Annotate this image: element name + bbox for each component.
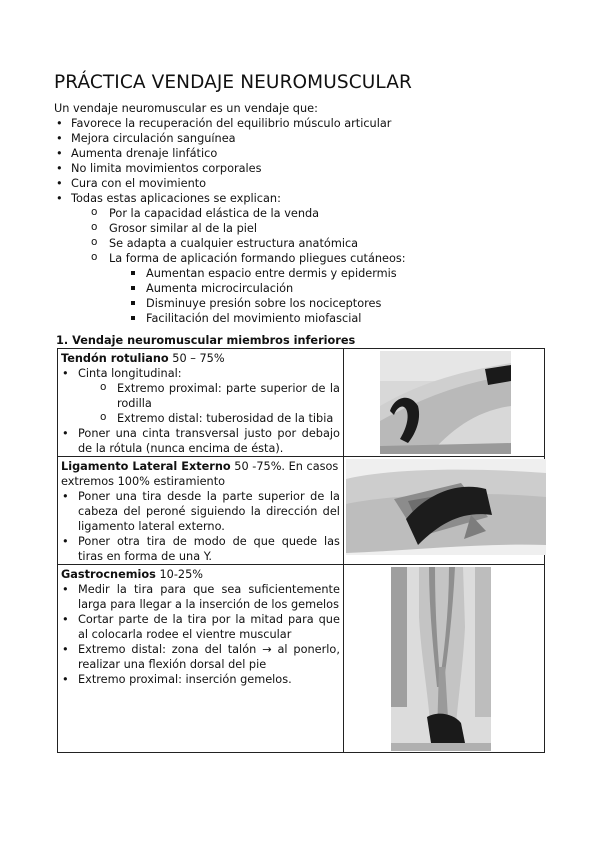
row-title [61, 459, 340, 489]
list-item: • Favorece la recuperación del equilibrio músculo articular [54, 116, 554, 131]
calf-taping-photo [391, 567, 491, 751]
section-heading: 1. Vendaje neuromuscular miembros inferiores [56, 334, 356, 347]
knee-taping-photo [380, 351, 511, 454]
list-item: Aumenta microcirculación [127, 281, 554, 296]
list-item: • Mejora circulación sanguínea [54, 131, 554, 146]
page-title: PRÁCTICA VENDAJE NEUROMUSCULAR [54, 72, 412, 93]
list-item [54, 191, 554, 326]
row-title-bold: Ligamento Lateral Externo [61, 460, 231, 473]
row-title-bold: Tendón rotuliano [61, 352, 169, 365]
list-item-label: Cinta longitudinal: [78, 367, 182, 380]
list-item: Disminuye presión sobre los nociceptores [127, 296, 554, 311]
cell-list [61, 489, 340, 564]
table-cell-text [58, 565, 344, 753]
table-cell-text [58, 349, 344, 457]
cell-sublist [100, 381, 340, 426]
list-item: o Se adapta a cualquier estructura anatómica [91, 236, 554, 251]
list-item: • Poner otra tira de modo de que quede las tiras en forma de una Y. [61, 534, 340, 564]
cell-list [61, 366, 340, 456]
table-row [58, 565, 545, 753]
row-title-range: 50 – 75% [168, 352, 225, 365]
intro-block [54, 101, 554, 326]
list-item: o Extremo proximal: parte superior de la rodilla [100, 381, 340, 411]
skin-fold-effects-list [127, 266, 554, 326]
list-item: • Extremo distal: zona del talón → al ponerlo, realizar una flexión dorsal del pie [61, 642, 340, 672]
list-item: • No limita movimientos corporales [54, 161, 554, 176]
list-item: • Cortar parte de la tira por la mitad para que al colocarla rodee el vientre muscular [61, 612, 340, 642]
list-item: o Extremo distal: tuberosidad de la tibia [100, 411, 340, 426]
benefits-list [54, 116, 554, 326]
calf-taping-photo-art [391, 567, 491, 751]
table-cell-image [343, 457, 544, 565]
list-item-label: La forma de aplicación formando pliegues cutáneos: [109, 252, 406, 265]
row-title-bold: Gastrocnemios [61, 568, 156, 581]
list-item: • Cura con el movimiento [54, 176, 554, 191]
table-row [58, 349, 545, 457]
table-cell-image [343, 565, 544, 753]
list-item: Facilitación del movimiento miofascial [127, 311, 554, 326]
table-cell-image [343, 349, 544, 457]
row-title [61, 351, 340, 366]
list-item: • Poner una cinta transversal justo por debajo de la rótula (nunca encima de ésta). [61, 426, 340, 456]
list-item: Aumentan espacio entre dermis y epidermis [127, 266, 554, 281]
list-item [91, 251, 554, 326]
lateral-ligament-taping-photo-art [346, 459, 546, 555]
list-item: • Poner una tira desde la parte superior de la cabeza del peroné siguiendo la dirección del ligamento lateral externo. [61, 489, 340, 534]
list-item: o Por la capacidad elástica de la venda [91, 206, 554, 221]
lateral-ligament-taping-photo [346, 459, 546, 555]
lower-limb-table [57, 348, 545, 753]
list-item: o Grosor similar al de la piel [91, 221, 554, 236]
list-item: • Aumenta drenaje linfático [54, 146, 554, 161]
intro-text: Un vendaje neuromuscular es un vendaje que: [54, 102, 318, 115]
list-item: • Extremo proximal: inserción gemelos. [61, 672, 340, 687]
list-item [61, 366, 340, 426]
row-title [61, 567, 340, 582]
row-title-range: 50 -75%. En casos extremos 100% estiramiento [61, 460, 339, 488]
knee-taping-photo-art [380, 351, 511, 454]
cell-list [61, 582, 340, 687]
explanation-list [91, 206, 554, 326]
list-item: • Medir la tira para que sea suficientemente larga para llegar a la inserción de los gemelos [61, 582, 340, 612]
row-title-range: 10-25% [155, 568, 204, 581]
table-row [58, 457, 545, 565]
table-cell-text [58, 457, 344, 565]
list-item-label: Todas estas aplicaciones se explican: [71, 192, 281, 205]
